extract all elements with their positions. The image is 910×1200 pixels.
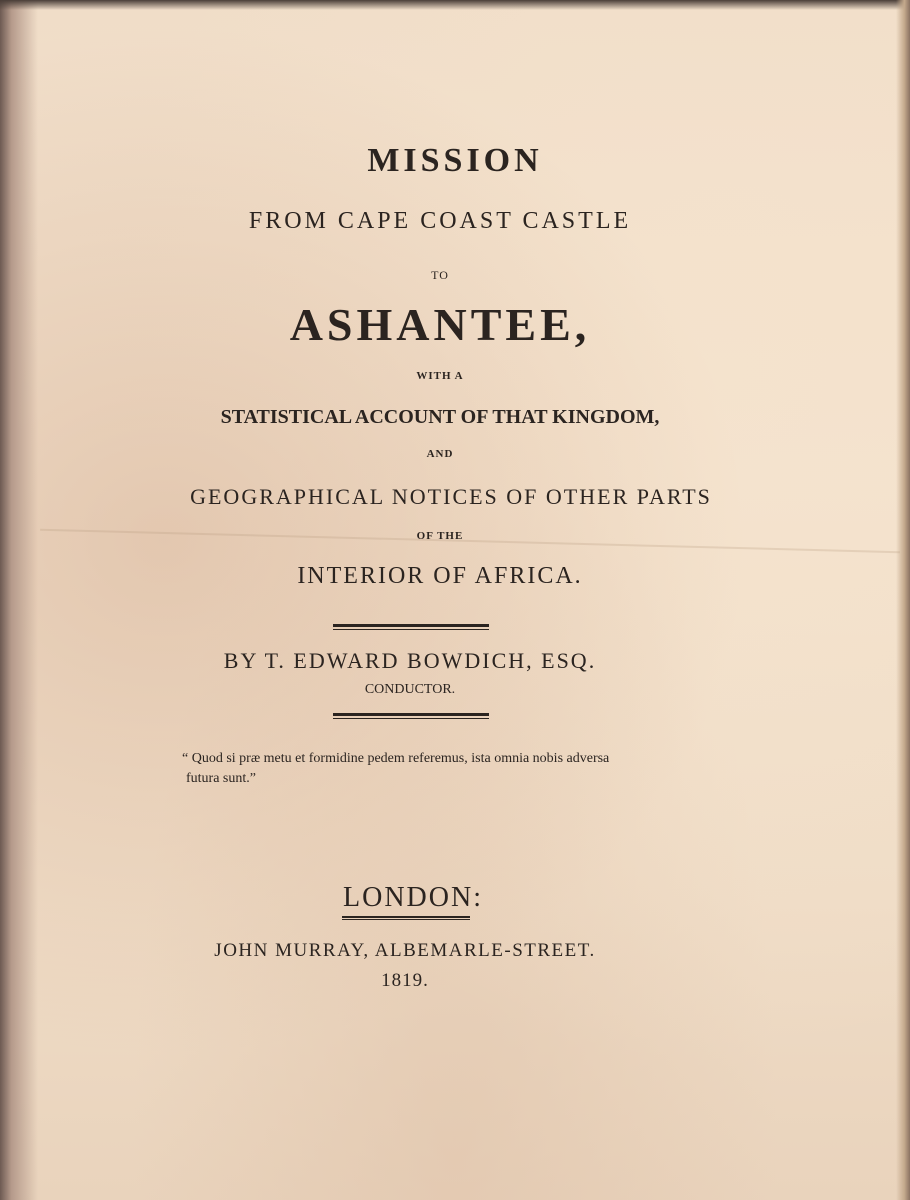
city-underline: [342, 916, 470, 920]
imprint-year: 1819.: [381, 970, 429, 991]
geographical-line: GEOGRAPHICAL NOTICES OF OTHER PARTS: [190, 484, 712, 509]
imprint-publisher: JOHN MURRAY, ALBEMARLE-STREET.: [214, 940, 596, 961]
interior-line: INTERIOR OF AFRICA.: [297, 563, 583, 589]
destination-title: ASHANTEE,: [289, 299, 591, 350]
author-role: CONDUCTOR.: [364, 682, 456, 697]
statistical-line: STATISTICAL ACCOUNT OF THAT KINGDOM,: [220, 406, 660, 428]
right-edge: [896, 0, 910, 1200]
spine-shadow: [0, 0, 38, 1200]
motto-line-2: futura sunt.”: [186, 771, 256, 786]
from-line: FROM CAPE COAST CASTLE: [248, 208, 632, 234]
and-line: AND: [426, 448, 454, 460]
with-a-line: WITH A: [416, 370, 464, 382]
double-rule-bottom: [333, 713, 489, 719]
motto-line-1: “ Quod si præ metu et formidine pedem referemus, ista omnia nobis adversa: [182, 751, 610, 766]
imprint-city: LONDON:: [343, 882, 483, 913]
double-rule-top: [333, 624, 489, 630]
of-the-line: OF THE: [416, 530, 464, 542]
main-title: MISSION: [367, 142, 543, 179]
author-line: BY T. EDWARD BOWDICH, ESQ.: [223, 648, 597, 673]
to-line: TO: [431, 268, 449, 282]
top-edge: [0, 0, 910, 10]
latin-motto: [182, 749, 662, 789]
